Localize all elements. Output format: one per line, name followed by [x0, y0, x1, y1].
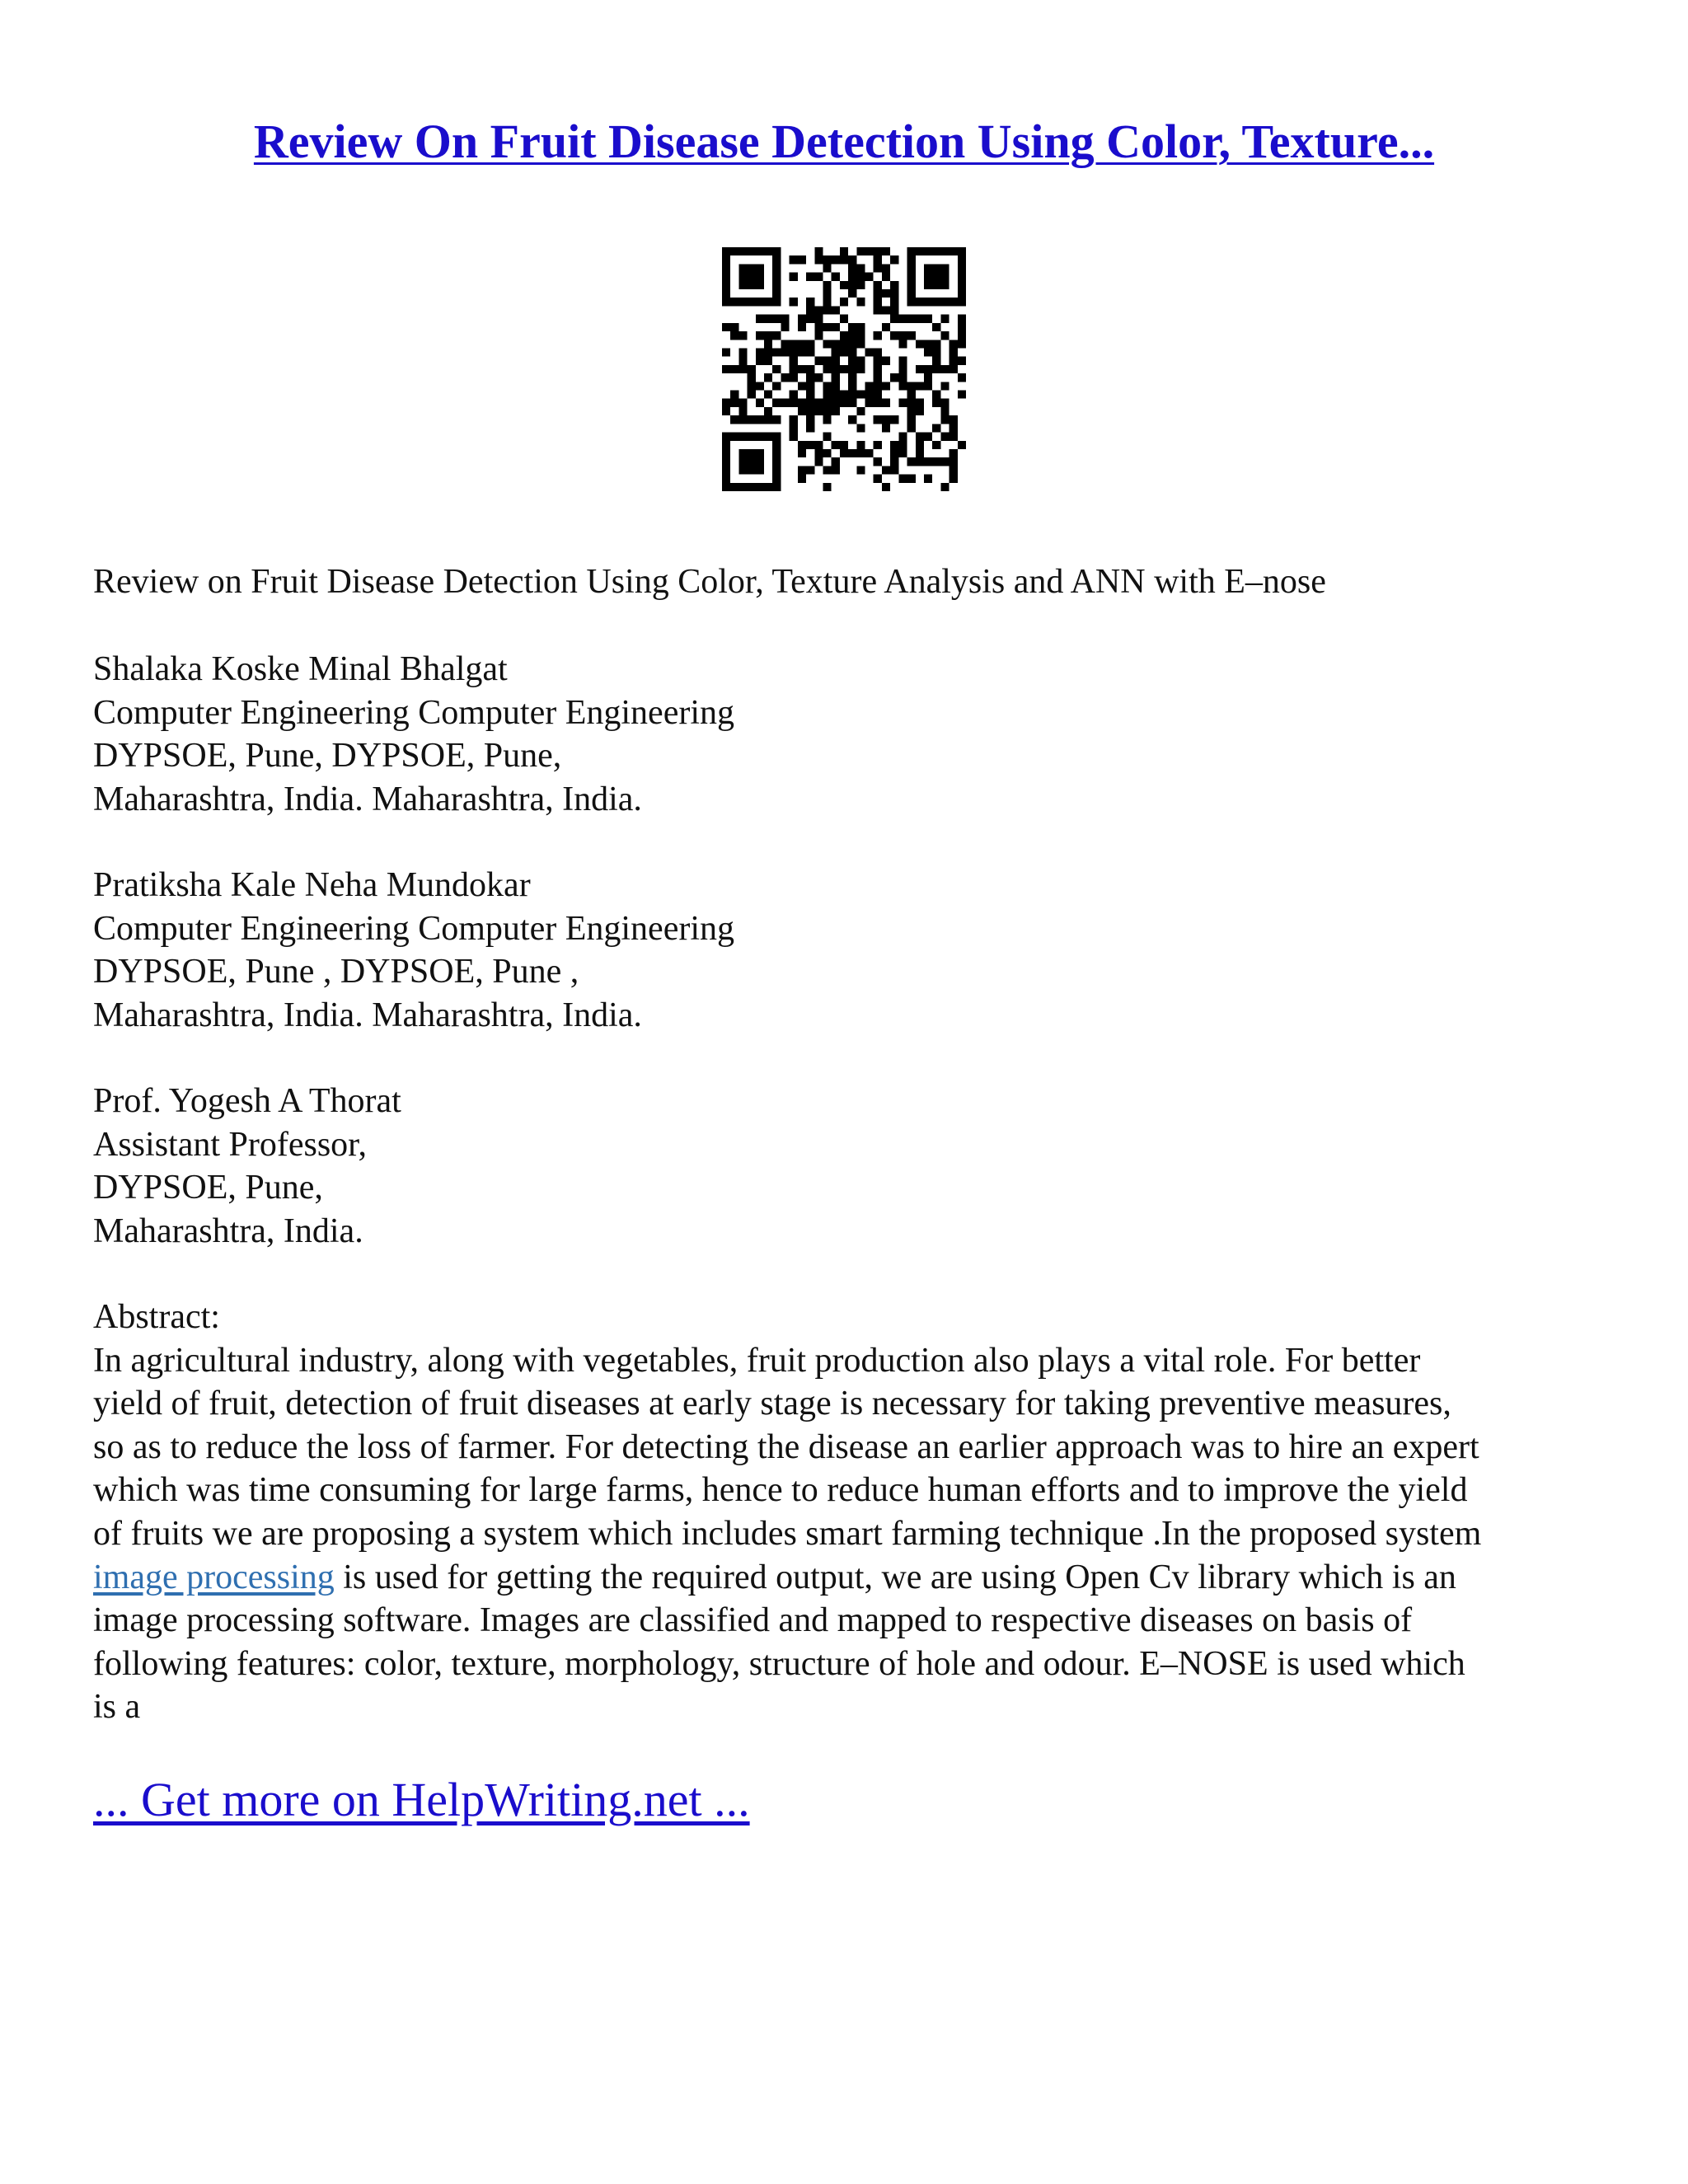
qr-code-icon	[722, 247, 966, 491]
author-location: Maharashtra, India. Maharashtra, India.	[93, 996, 642, 1034]
abstract-line-with-link	[93, 1556, 1601, 1600]
author-institution: DYPSOE, Pune , DYPSOE, Pune ,	[93, 953, 579, 991]
abstract-line: yield of fruit, detection of fruit diseases at early stage is necessary for taking preventive measures,	[93, 1385, 1451, 1423]
abstract-line: image processing software. Images are classified and mapped to respective diseases on basis of	[93, 1601, 1413, 1640]
author-title: Assistant Professor,	[93, 1125, 367, 1164]
author-names: Shalaka Koske Minal Bhalgat	[93, 650, 508, 688]
author-block-2	[93, 864, 1601, 1037]
abstract	[93, 1296, 1601, 1729]
author-location: Maharashtra, India.	[93, 1212, 363, 1250]
author-department: Computer Engineering Computer Engineering	[93, 909, 734, 948]
paper-title-text: Review on Fruit Disease Detection Using Color, Texture Analysis and ANN with E–nose	[93, 563, 1326, 601]
abstract-line: so as to reduce the loss of farmer. For detecting the disease an earlier approach was to hire an expert	[93, 1427, 1479, 1466]
abstract-line: In agricultural industry, along with vegetables, fruit production also plays a vital role. For better	[93, 1341, 1421, 1380]
abstract-line: following features: color, texture, morphology, structure of hole and odour. E–NOSE is used which	[93, 1644, 1465, 1683]
abstract-line: which was time consuming for large farms, hence to reduce human efforts and to improve the yield	[93, 1471, 1468, 1510]
author-institution: DYPSOE, Pune, DYPSOE, Pune,	[93, 737, 562, 776]
paper-title	[93, 560, 1601, 604]
author-names: Pratiksha Kale Neha Mundokar	[93, 866, 531, 904]
author-names: Prof. Yogesh A Thorat	[93, 1082, 401, 1120]
abstract-line: is a	[93, 1688, 141, 1727]
abstract-heading: Abstract:	[93, 1298, 220, 1336]
image-processing-link[interactable]: image processing	[93, 1558, 335, 1596]
author-location: Maharashtra, India. Maharashtra, India.	[93, 780, 642, 818]
author-institution: DYPSOE, Pune,	[93, 1169, 323, 1207]
abstract-line-rest: is used for getting the required output, we are using Open Cv library which is an	[334, 1558, 1456, 1596]
title-link[interactable]: Review On Fruit Disease Detection Using Color, Texture...	[253, 115, 1435, 168]
author-department: Computer Engineering Computer Engineering	[93, 693, 734, 732]
author-block-1	[93, 648, 1601, 821]
get-more-link[interactable]: ... Get more on HelpWriting.net ...	[93, 1773, 750, 1826]
author-block-3	[93, 1080, 1601, 1253]
abstract-line: of fruits we are proposing a system which includes smart farming technique .In the proposed system	[93, 1514, 1482, 1553]
